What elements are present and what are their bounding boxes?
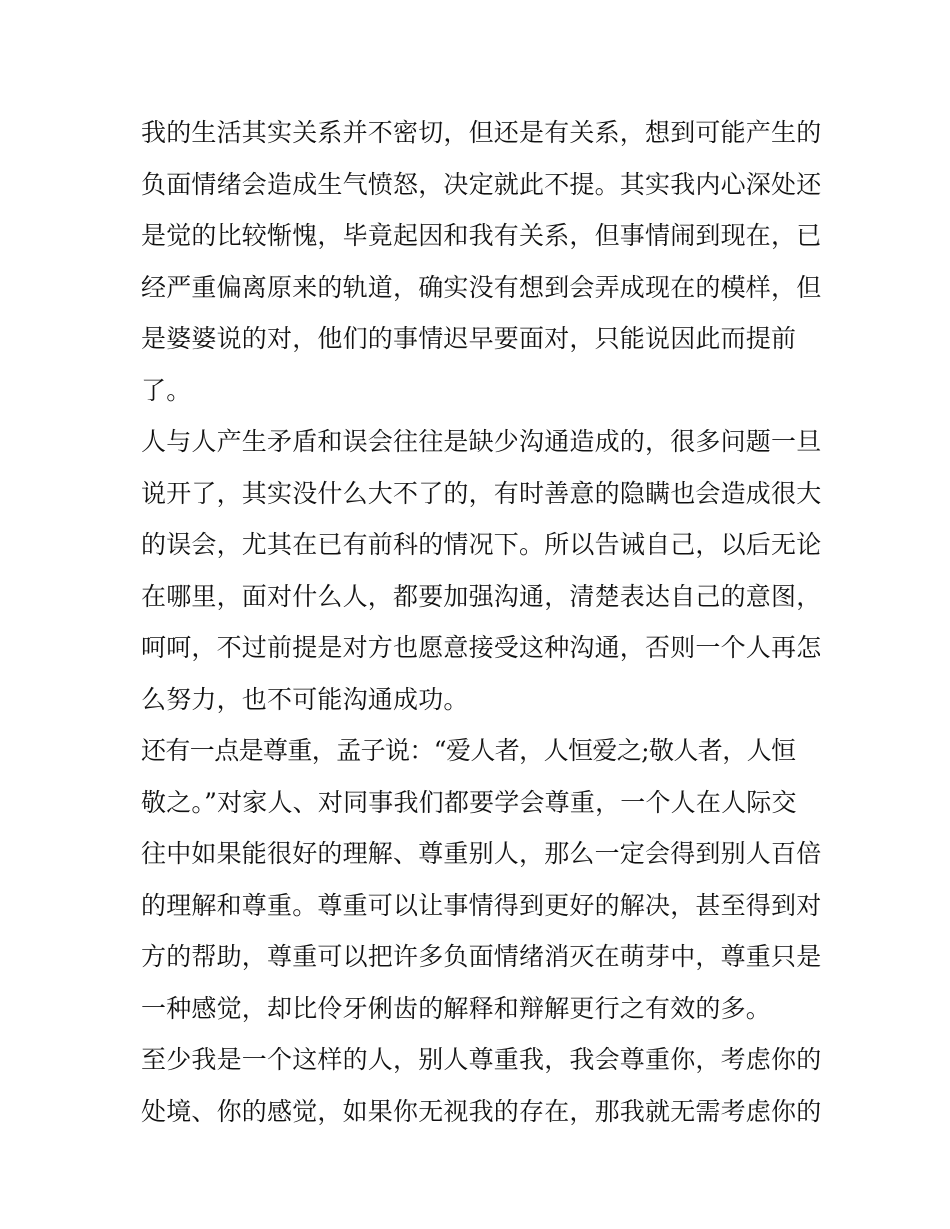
text-line: 了。 <box>141 375 192 405</box>
text-line: 敬之。”对家人、对同事我们都要学会尊重，一个人在人际交 <box>141 787 797 817</box>
text-line: 在哪里，面对什么人，都要加强沟通，清楚表达自己的意图， <box>141 581 822 611</box>
text-line: 方的帮助，尊重可以把许多负面情绪消灭在萌芽中，尊重只是 <box>141 942 822 971</box>
text-line: 是觉的比较惭愧，毕竟起因和我有关系，但事情闹到现在，已 <box>141 221 822 250</box>
text-line: 还有一点是尊重，孟子说：“爱人者，人恒爱之;敬人者，人恒 <box>141 736 796 765</box>
paragraph <box>141 416 821 725</box>
text-line: 是婆婆说的对，他们的事情迟早要面对，只能说因此而提前 <box>141 324 797 353</box>
paragraph <box>141 107 821 416</box>
text-line: 的误会，尤其在已有前科的情况下。所以告诫自己，以后无论 <box>141 530 822 559</box>
text-line: 的理解和尊重。尊重可以让事情得到更好的解决，甚至得到对 <box>141 890 822 920</box>
text-line: 至少我是一个这样的人，别人尊重我，我会尊重你，考虑你的 <box>141 1045 822 1074</box>
text-line: 呵呵，不过前提是对方也愿意接受这种沟通，否则一个人再怎 <box>141 633 822 662</box>
text-line: 经严重偏离原来的轨道，确实没有想到会弄成现在的模样，但 <box>141 272 822 302</box>
text-line: 处境、你的感觉，如果你无视我的存在，那我就无需考虑你的 <box>141 1096 822 1126</box>
text-line: 么努力，也不可能沟通成功。 <box>141 684 469 714</box>
text-line: 人与人产生矛盾和误会往往是缺少沟通造成的，很多问题一旦 <box>141 427 822 456</box>
text-line: 说开了，其实没什么大不了的，有时善意的隐瞒也会造成很大 <box>141 478 822 508</box>
text-line: 一种感觉，却比伶牙俐齿的解释和辩解更行之有效的多。 <box>141 993 772 1023</box>
paragraph <box>141 725 821 1034</box>
text-line: 负面情绪会造成生气愤怒，决定就此不提。其实我内心深处还 <box>141 169 822 199</box>
document-body <box>141 107 821 1137</box>
paragraph <box>141 1034 821 1137</box>
text-line: 往中如果能很好的理解、尊重别人，那么一定会得到别人百倍 <box>141 839 822 868</box>
text-line: 我的生活其实关系并不密切，但还是有关系，想到可能产生的 <box>141 118 822 147</box>
